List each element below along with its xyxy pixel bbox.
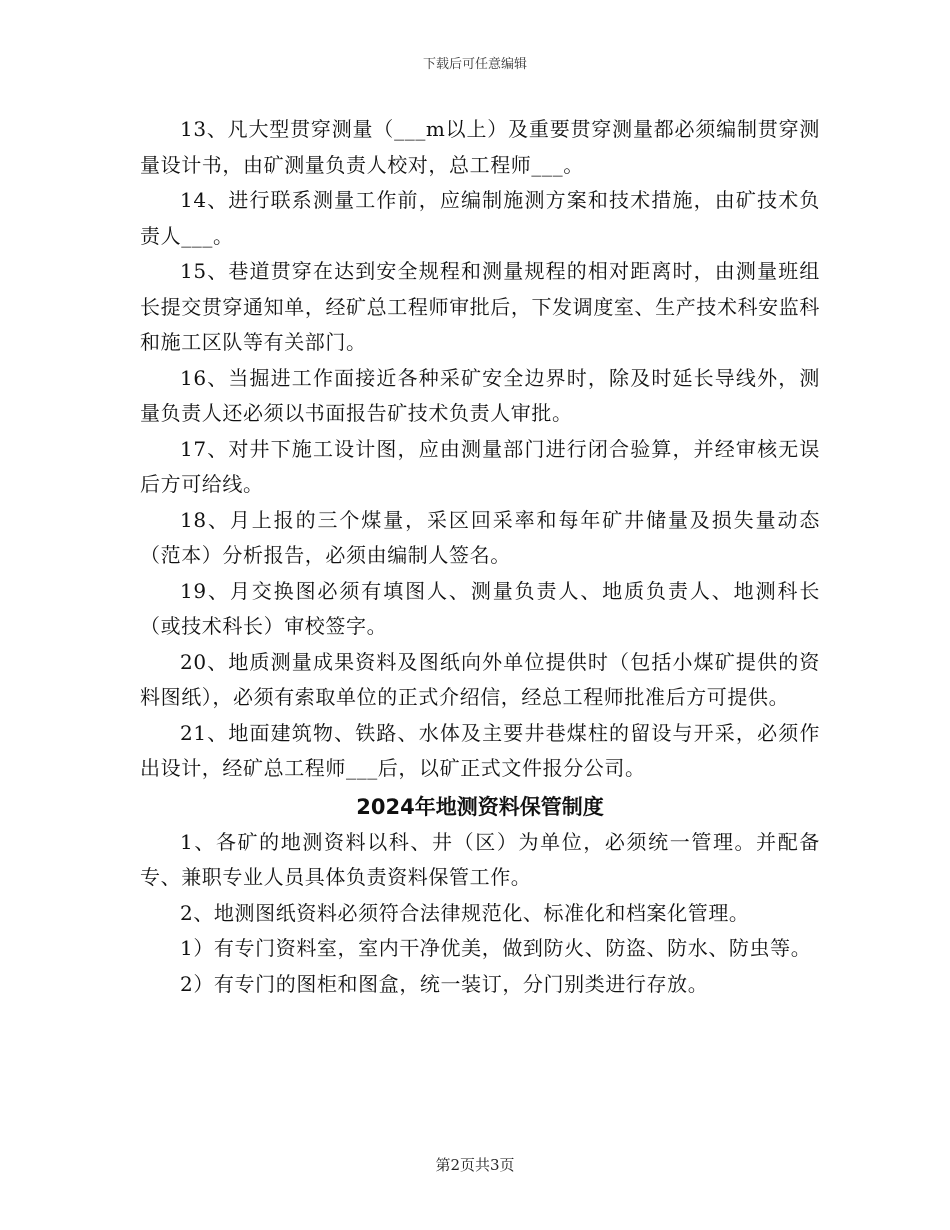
paragraph-21: 21、地面建筑物、铁路、水体及主要井巷煤柱的留设与开采，必须作出设计，经矿总工程师___后，以矿正式文件报分公司。 — [140, 720, 820, 780]
document-body — [140, 112, 820, 1002]
paragraph-s2-2-2: 2）有专门的图柜和图盒，统一装订，分门别类进行存放。 — [180, 971, 709, 996]
paragraph-13: 13、凡大型贯穿测量（___m以上）及重要贯穿测量都必须编制贯穿测量设计书，由矿测量负责人校对，总工程师___。 — [140, 117, 820, 177]
page-header: 下载后可任意编辑 — [422, 57, 527, 72]
paragraph-s2-2-1: 1）有专门资料室，室内干净优美，做到防火、防盗、防水、防虫等。 — [180, 936, 812, 960]
paragraph-s2-2: 2、地测图纸资料必须符合法律规范化、标准化和档案化管理。 — [180, 900, 750, 925]
page-footer: 第2页共3页 — [435, 1156, 515, 1174]
paragraph-14: 14、进行联系测量工作前，应编制施测方案和技术措施，由矿技术负责人___。 — [140, 188, 820, 248]
paragraph-19: 19、月交换图必须有填图人、测量负责人、地质负责人、地测科长（或技术科长）审校签字。 — [140, 578, 820, 638]
paragraph-16: 16、当掘进工作面接近各种采矿安全边界时，除及时延长导线外，测量负责人还必须以书面报告矿技术负责人审批。 — [140, 365, 820, 425]
paragraph-18: 18、月上报的三个煤量，采区回采率和每年矿井储量及损失量动态（范本）分析报告，必须由编制人签名。 — [140, 507, 820, 567]
paragraph-15: 15、巷道贯穿在达到安全规程和测量规程的相对距离时，由测量班组长提交贯穿通知单，经矿总工程师审批后，下发调度室、生产技术科安监科和施工区队等有关部门。 — [140, 259, 820, 354]
paragraph-s2-1: 1、各矿的地测资料以科、井（区）为单位，必须统一管理。并配备专、兼职专业人员具体负责资料保管工作。 — [140, 829, 820, 889]
paragraph-20: 20、地质测量成果资料及图纸向外单位提供时（包括小煤矿提供的资料图纸），必须有索取单位的正式介绍信，经总工程师批准后方可提供。 — [140, 649, 820, 709]
paragraph-17: 17、对井下施工设计图，应由测量部门进行闭合验算，并经审核无误后方可给线。 — [140, 436, 820, 496]
section-title: 2024年地测资料保管制度 — [356, 794, 604, 819]
